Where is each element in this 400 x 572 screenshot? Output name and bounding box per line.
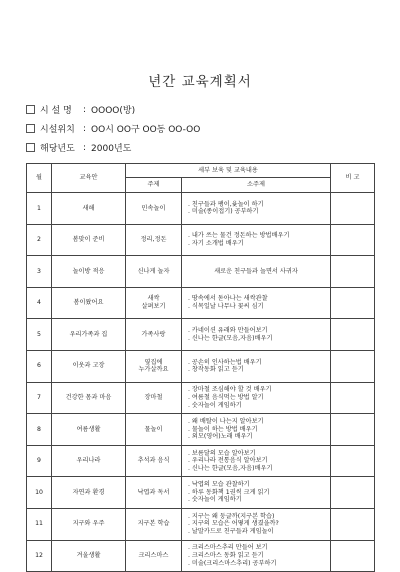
theme-line: 민속놀이 — [141, 204, 166, 212]
theme-line: 장마철 — [144, 394, 163, 402]
cell-subtopic — [182, 224, 331, 256]
info-facility-name: 시 설 명 : OOOO(방) — [26, 103, 135, 116]
table-row — [27, 540, 375, 572]
info-label: 시설위치 — [40, 125, 75, 135]
subtopic-line: . 낙엽의 모습 관찰하기 — [188, 481, 250, 489]
cell-remarks — [331, 382, 375, 414]
checkbox-square-icon — [26, 105, 35, 114]
cell-subtopic — [182, 477, 331, 509]
subtopic-line: . 여름철 음식먹는 방법 알기 — [188, 394, 264, 402]
cell-remarks — [331, 414, 375, 446]
header-theme: 주제 — [126, 178, 182, 193]
cell-education: 겨울생활 — [52, 540, 126, 572]
theme-line: 살펴보기 — [141, 303, 166, 311]
subtopic-line: . 땅속에서 돋아나는 새싹관찰 — [188, 295, 268, 303]
table-row — [27, 350, 375, 382]
cell-education: 새해 — [52, 193, 126, 225]
subtopic-line: . 공손히 인사하는법 배우기 — [188, 358, 262, 366]
subtopic-line: . 지구는 왜 둥글까(지구본 학습) — [188, 512, 275, 520]
cell-education: 봄맞이 준비 — [52, 224, 126, 256]
table-row — [27, 414, 375, 446]
table-row — [27, 508, 375, 540]
cell-month: 12 — [27, 540, 52, 572]
cell-remarks — [331, 350, 375, 382]
theme-line: 새싹 — [147, 295, 160, 303]
cell-month: 6 — [27, 350, 52, 382]
cell-theme — [126, 382, 182, 414]
cell-education: 우리나라 — [52, 445, 126, 477]
cell-month: 9 — [27, 445, 52, 477]
info-facility-location: 시설위치 : OO시 OO구 OO동 OO-OO — [26, 122, 200, 135]
cell-education: 놀이방 적응 — [52, 256, 126, 288]
cell-education: 이웃과 고장 — [52, 350, 126, 382]
subtopic-line: . 크리스마스추리 만들어 보기 — [188, 544, 268, 552]
subtopic-line: . 날말카드로 친구들과 게임놀이 — [188, 528, 274, 536]
cell-month: 4 — [27, 287, 52, 319]
subtopic-line: . 외모(영어)노래 배우기 — [188, 433, 253, 441]
cell-remarks — [331, 256, 375, 288]
cell-remarks — [331, 445, 375, 477]
cell-subtopic — [182, 382, 331, 414]
cell-remarks — [331, 224, 375, 256]
info-label: 시 설 명 — [40, 106, 72, 116]
subtopic-line: . 크리스마스 동화 읽고 듣기 — [188, 552, 264, 560]
subtopic-line: . 미술(크리스마스추리) 공부하기 — [188, 559, 277, 567]
cell-remarks — [331, 540, 375, 572]
subtopic-line: . 자기 소개법 배우기 — [188, 239, 244, 247]
cell-theme — [126, 445, 182, 477]
cell-subtopic — [182, 350, 331, 382]
subtopic-line: . 식목일날 나무나 꽃씨 심기 — [188, 303, 264, 311]
info-value: OOOO(방) — [91, 106, 136, 116]
cell-subtopic — [182, 287, 331, 319]
cell-theme — [126, 350, 182, 382]
table-body — [27, 193, 375, 572]
subtopic-line: . 지구의 모습은 어떻게 생겼을까? — [188, 520, 279, 528]
subtopic-line: . 친구들과 팽이,윷놀이 하기 — [188, 200, 264, 208]
cell-month: 11 — [27, 508, 52, 540]
cell-subtopic — [182, 319, 331, 351]
header-subtopic: 소주제 — [182, 178, 331, 193]
cell-month: 7 — [27, 382, 52, 414]
checkbox-square-icon — [26, 124, 35, 133]
cell-remarks — [331, 319, 375, 351]
subtopic-line: . 보름달의 모습 알아보기 — [188, 449, 256, 457]
cell-education: 봄이왔어요 — [52, 287, 126, 319]
subtopic-line: . 장마철 조심해야 할 것 배우기 — [188, 386, 272, 394]
cell-education: 우리가족과 집 — [52, 319, 126, 351]
subtopic-line: . 물놀이 하는 방법 배우기 — [188, 425, 258, 433]
header-month: 월 — [27, 164, 52, 193]
subtopic-line: . 미술(종이접기) 공부하기 — [188, 208, 259, 216]
theme-line: 낙엽과 독서 — [137, 488, 170, 496]
table-row — [27, 287, 375, 319]
table-row — [27, 477, 375, 509]
table-row — [27, 256, 375, 288]
cell-remarks — [331, 508, 375, 540]
theme-line: 지구본 학습 — [137, 520, 170, 528]
table-row — [27, 193, 375, 225]
header-detail: 세부 보육 및 교육내용 — [126, 164, 331, 178]
header-education: 교육안 — [52, 164, 126, 193]
cell-education: 여름생활 — [52, 414, 126, 446]
info-value: 2000년도 — [91, 144, 132, 154]
cell-theme — [126, 193, 182, 225]
subtopic-line: . 내가 쓰는 물건 정돈하는 방법배우기 — [188, 232, 290, 240]
cell-subtopic — [182, 414, 331, 446]
cell-month: 2 — [27, 224, 52, 256]
education-plan-table — [26, 163, 375, 572]
cell-theme — [126, 287, 182, 319]
table-row — [27, 382, 375, 414]
cell-education: 건강한 몸과 마음 — [52, 382, 126, 414]
subtopic-line: . 신나는 한글(모음,자음)배우기 — [188, 334, 273, 342]
subtopic-line: . 우리나라 전통음식 알아보기 — [188, 457, 268, 465]
theme-line: 추석과 음식 — [137, 457, 170, 465]
subtopic-line: . 창작동화 읽고 듣기 — [188, 366, 244, 374]
theme-line: 크리스마스 — [138, 552, 169, 560]
info-value: OO시 OO구 OO동 OO-OO — [91, 125, 201, 135]
cell-theme — [126, 477, 182, 509]
cell-month: 1 — [27, 193, 52, 225]
subtopic-line: . 왜 배탈이 나는지 알아보기 — [188, 418, 264, 426]
cell-remarks — [331, 477, 375, 509]
theme-line: 정리,정돈 — [140, 236, 167, 244]
cell-subtopic — [182, 540, 331, 572]
cell-month: 5 — [27, 319, 52, 351]
cell-remarks — [331, 287, 375, 319]
table-row — [27, 319, 375, 351]
table-row — [27, 445, 375, 477]
cell-subtopic — [182, 256, 331, 288]
subtopic-line: . 신나는 한글(모음,자음)배우기 — [188, 464, 273, 472]
cell-theme — [126, 508, 182, 540]
cell-subtopic — [182, 508, 331, 540]
theme-line: 가족사랑 — [141, 330, 166, 338]
info-year: 해당년도 : 2000년도 — [26, 141, 131, 154]
cell-subtopic — [182, 445, 331, 477]
cell-education: 지구와 우주 — [52, 508, 126, 540]
subtopic-line: . 하루 동화책 1권씩 크게 읽기 — [188, 488, 270, 496]
info-label: 해당년도 — [40, 144, 75, 154]
subtopic-line: . 카네이션 유래와 만들어보기 — [188, 327, 268, 335]
cell-theme — [126, 256, 182, 288]
cell-theme — [126, 224, 182, 256]
cell-theme — [126, 414, 182, 446]
theme-line: 물놀이 — [144, 425, 163, 433]
subtopic-line: . 숫자놀이 게임하기 — [188, 401, 242, 409]
cell-subtopic — [182, 193, 331, 225]
theme-line: 신나게 놀자 — [137, 267, 170, 275]
subtopic-line: . 숫자놀이 게임하기 — [188, 496, 242, 504]
cell-theme — [126, 319, 182, 351]
cell-month: 10 — [27, 477, 52, 509]
header-remarks: 비 고 — [331, 164, 375, 193]
theme-line: 누가살까요 — [138, 366, 169, 374]
cell-education: 자연과 환경 — [52, 477, 126, 509]
theme-line: 옆집에 — [144, 358, 163, 366]
cell-month: 3 — [27, 256, 52, 288]
cell-theme — [126, 540, 182, 572]
table-row — [27, 224, 375, 256]
document-title: 년간 교육계획서 — [148, 74, 252, 90]
cell-remarks — [331, 193, 375, 225]
checkbox-square-icon — [26, 143, 35, 152]
subtopic-line: 새로운 친구들과 놀면서 사귀자 — [214, 267, 298, 275]
cell-month: 8 — [27, 414, 52, 446]
